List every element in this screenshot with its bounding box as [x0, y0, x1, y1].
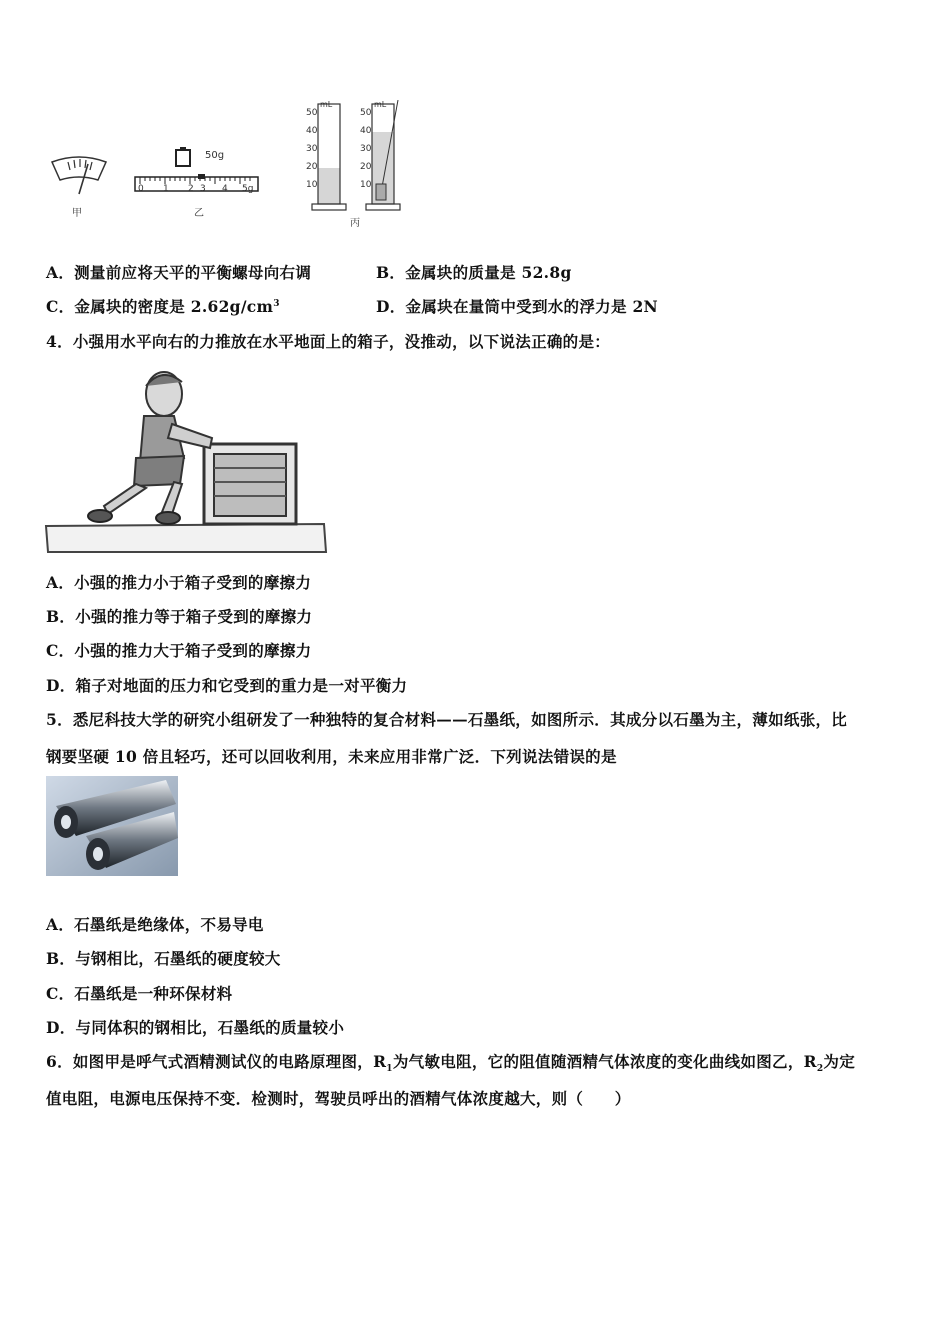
weight-label: 50g — [205, 150, 225, 161]
q3-option-c-text: C．金属块的密度是 2.62g/cm — [46, 297, 274, 316]
ruler-tick-3: 3 — [200, 184, 206, 194]
q6-line1-part-a: 6．如图甲是呼气式酒精测试仪的电路原理图，R — [46, 1052, 387, 1071]
metal-block — [376, 184, 386, 200]
label-yi: 乙 — [194, 208, 204, 219]
cyl2-tick-20: 20 — [360, 162, 372, 172]
ruler-slider — [198, 174, 205, 179]
graphite-paper-photo — [46, 776, 178, 876]
cyl1-tick-10: 10 — [306, 180, 318, 190]
ruler-tick-1: 1 — [163, 184, 169, 194]
q6-r2-subscript: 2 — [816, 1064, 824, 1075]
cylinder-2-unit: mL — [374, 100, 387, 109]
q6-stem-line2: 值电阻，电源电压保持不变．检测时，驾驶员呼出的酒精气体浓度越大，则（ ） — [46, 1089, 631, 1108]
weight-and-ruler-figure — [132, 144, 262, 204]
q3-option-d: D．金属块在量筒中受到水的浮力是 2N — [376, 297, 658, 316]
q5-option-d: D．与同体积的钢相比，石墨纸的质量较小 — [46, 1018, 345, 1037]
boy-pushing-box-figure — [44, 366, 330, 556]
label-jia: 甲 — [72, 208, 82, 219]
ruler-tick-0: 0 — [138, 184, 144, 194]
q6-line1-part-b: 为气敏电阻，它的阻值随酒精气体浓度的变化曲线如图乙，R — [392, 1052, 817, 1071]
ruler-tick-4: 4 — [222, 184, 228, 194]
cyl1-tick-30: 30 — [306, 144, 318, 154]
q5-stem-line2: 钢要坚硬 10 倍且轻巧，还可以回收利用，未来应用非常广泛．下列说法错误的是 — [46, 747, 617, 766]
cyl2-tick-10: 10 — [360, 180, 372, 190]
q3-option-c-sup: 3 — [273, 298, 280, 309]
q4-option-b: B．小强的推力等于箱子受到的摩擦力 — [46, 607, 313, 626]
weight-block-icon — [176, 150, 190, 166]
q6-stem-line1 — [46, 1050, 855, 1074]
q4-option-c: C．小强的推力大于箱子受到的摩擦力 — [46, 641, 312, 660]
cyl1-tick-20: 20 — [306, 162, 318, 172]
cyl2-tick-30: 30 — [360, 144, 372, 154]
ruler-tick-2: 2 — [188, 184, 194, 194]
q3-option-c — [46, 295, 280, 317]
ruler-tick-5: 5g — [242, 184, 254, 194]
q4-stem: 4．小强用水平向右的力推放在水平地面上的箱子，没推动，以下说法正确的是： — [46, 332, 611, 351]
cylinder-1-unit: mL — [320, 100, 333, 109]
cyl1-tick-50: 50 — [306, 108, 318, 118]
q4-option-d: D．箱子对地面的压力和它受到的重力是一对平衡力 — [46, 676, 408, 695]
q5-option-a: A．石墨纸是绝缘体，不易导电 — [46, 915, 264, 934]
q6-line1-part-c: 为定 — [823, 1052, 855, 1071]
cyl2-tick-50: 50 — [360, 108, 372, 118]
q5-stem-line1: 5．悉尼科技大学的研究小组研发了一种独特的复合材料——石墨纸，如图所示．其成分以石墨为主，薄如纸张，比 — [46, 710, 848, 729]
q4-option-a: A．小强的推力小于箱子受到的摩擦力 — [46, 573, 312, 592]
q3-option-a: A．测量前应将天平的平衡螺母向右调 — [46, 263, 312, 282]
q3-option-b: B．金属块的质量是 52.8g — [376, 263, 572, 282]
label-bing: 丙 — [350, 218, 360, 229]
q5-option-b: B．与钢相比，石墨纸的硬度较大 — [46, 949, 281, 968]
cyl1-tick-40: 40 — [306, 126, 318, 136]
q6-r1-subscript: 1 — [386, 1064, 393, 1075]
cyl2-tick-40: 40 — [360, 126, 372, 136]
q5-option-c: C．石墨纸是一种环保材料 — [46, 984, 233, 1003]
